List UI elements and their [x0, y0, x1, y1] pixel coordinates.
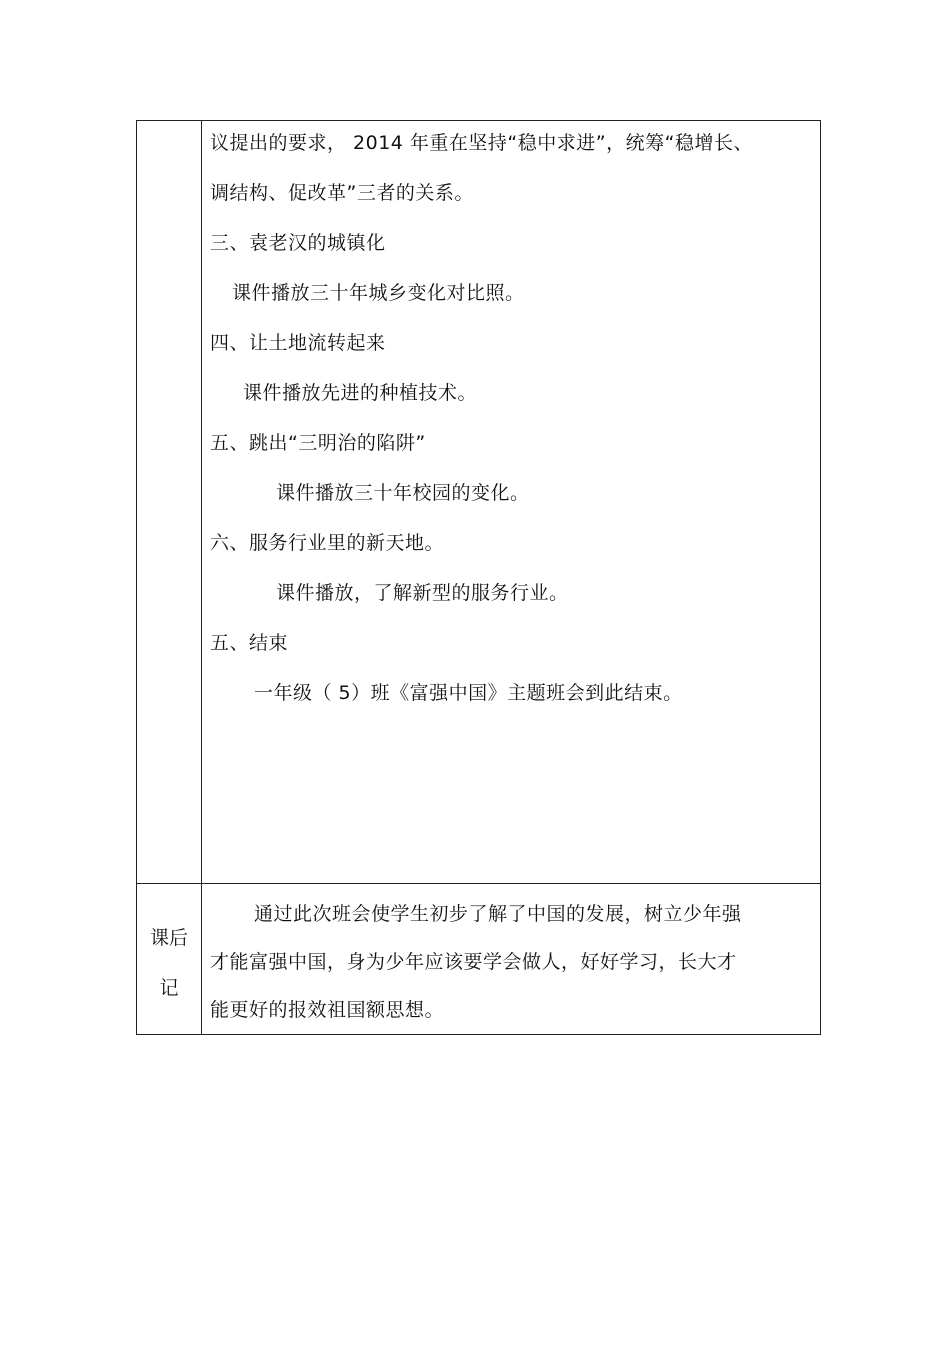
reflection-line: 才能富强中国，身为少年应该要学会做人，好好学习，长大才	[210, 951, 737, 973]
section-heading: 五、跳出“三明治的陷阱”	[210, 432, 426, 454]
section-heading: 四、让土地流转起来	[210, 332, 386, 354]
content-line: 课件播放三十年城乡变化对比照。	[232, 282, 525, 304]
reflection-line: 通过此次班会使学生初步了解了中国的发展，树立少年强	[254, 903, 742, 925]
content-line: 议提出的要求， 2014 年重在坚持“稳中求进”，统筹“稳增长、	[210, 132, 753, 154]
reflection-label: 课后	[149, 927, 188, 949]
section-heading: 六、服务行业里的新天地。	[210, 532, 445, 554]
section-heading: 五、结束	[210, 632, 289, 654]
section-heading: 三、袁老汉的城镇化	[210, 232, 386, 254]
activity-label-cell	[137, 121, 202, 884]
content-line: 课件播放三十年校园的变化。	[276, 482, 530, 504]
content-line: 课件播放先进的种植技术。	[243, 382, 478, 404]
reflection-row	[137, 884, 821, 1035]
reflection-content-cell	[202, 884, 821, 1035]
content-line: 一年级（ 5）班《富强中国》主题班会到此结束。	[254, 682, 683, 704]
activity-content-cell	[202, 121, 821, 884]
reflection-label: 记	[159, 977, 179, 999]
content-line: 课件播放，了解新型的服务行业。	[276, 582, 569, 604]
activity-row	[137, 121, 821, 884]
lesson-plan-table	[136, 120, 821, 1035]
reflection-label-cell	[137, 884, 202, 1035]
reflection-line: 能更好的报效祖国额思想。	[210, 999, 445, 1021]
content-line: 调结构、促改革”三者的关系。	[210, 182, 474, 204]
